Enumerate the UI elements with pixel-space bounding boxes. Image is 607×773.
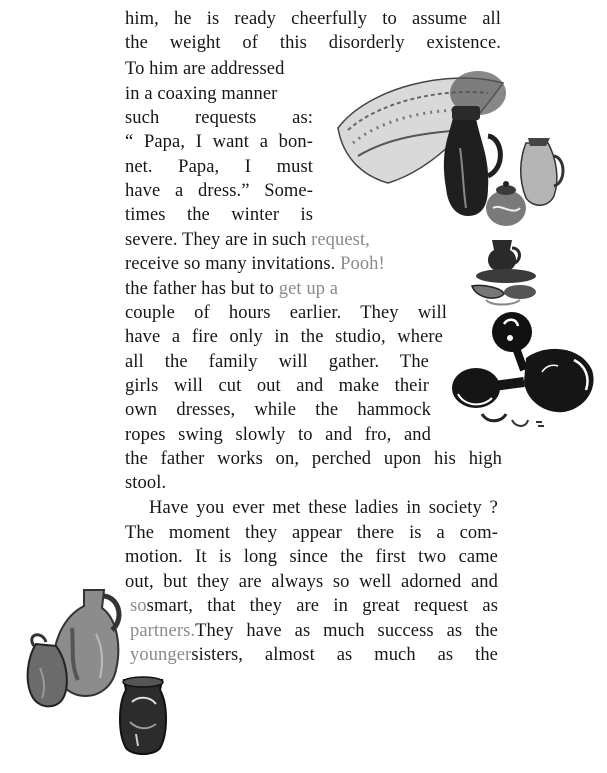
pottery-still-life-illustration [328,58,568,238]
text-line: “ Papa, I want a bon- [125,132,313,152]
faded-text: so [130,596,147,616]
text-line: times the winter is [125,205,313,225]
faded-text: younger [130,645,192,665]
text-line [125,252,385,276]
text-line [125,277,338,301]
text-line [130,643,498,667]
text-line: Have you ever met these ladies in society ? [149,498,498,518]
text-line: have a fire only in the studio, where [125,327,443,347]
faded-text: partners. [130,621,196,641]
text-line: The moment they appear there is a com- [125,523,498,543]
text-line: stool. [125,473,167,493]
text-segment: They have as much success as the [195,621,498,641]
faded-text: Pooh! [340,254,385,274]
text-line: the father works on, perched upon his high [125,449,502,469]
jugs-and-jar-illustration [12,584,184,760]
dark-bottles-illustration [446,308,598,438]
text-segment: the father has but to [125,279,279,299]
jugs-and-bowls-illustration [462,236,542,308]
text-line: have a dress.” Some- [125,181,313,201]
text-line: in a coaxing manner [125,84,278,104]
text-line: girls will cut out and make their [125,376,429,396]
text-line: out, but they are always so well adorned and [125,572,498,592]
text-line [130,619,498,643]
text-line: such requests as: [125,108,313,128]
text-line: net. Papa, I must [125,157,313,177]
text-line: all the family will gather. The [125,352,429,372]
text-line: him, he is ready cheerfully to assume all [125,9,501,29]
text-line: ropes swing slowly to and fro, and [125,425,431,445]
text-segment: smart, that they are in great request as [146,596,498,616]
text-line: To him are addressed [125,59,285,79]
faded-text: request, [311,230,370,250]
text-line: motion. It is long since the first two came [125,547,498,567]
text-segment: sisters, almost as much as the [191,645,498,665]
text-line: the weight of this disorderly existence. [125,33,501,53]
text-segment: receive so many invitations. [125,254,341,274]
text-line: own dresses, while the hammock [125,400,431,420]
text-line [130,594,498,618]
text-segment: severe. They are in such [125,230,312,250]
faded-text: get up a [278,279,339,299]
text-line: couple of hours earlier. They will [125,303,447,323]
